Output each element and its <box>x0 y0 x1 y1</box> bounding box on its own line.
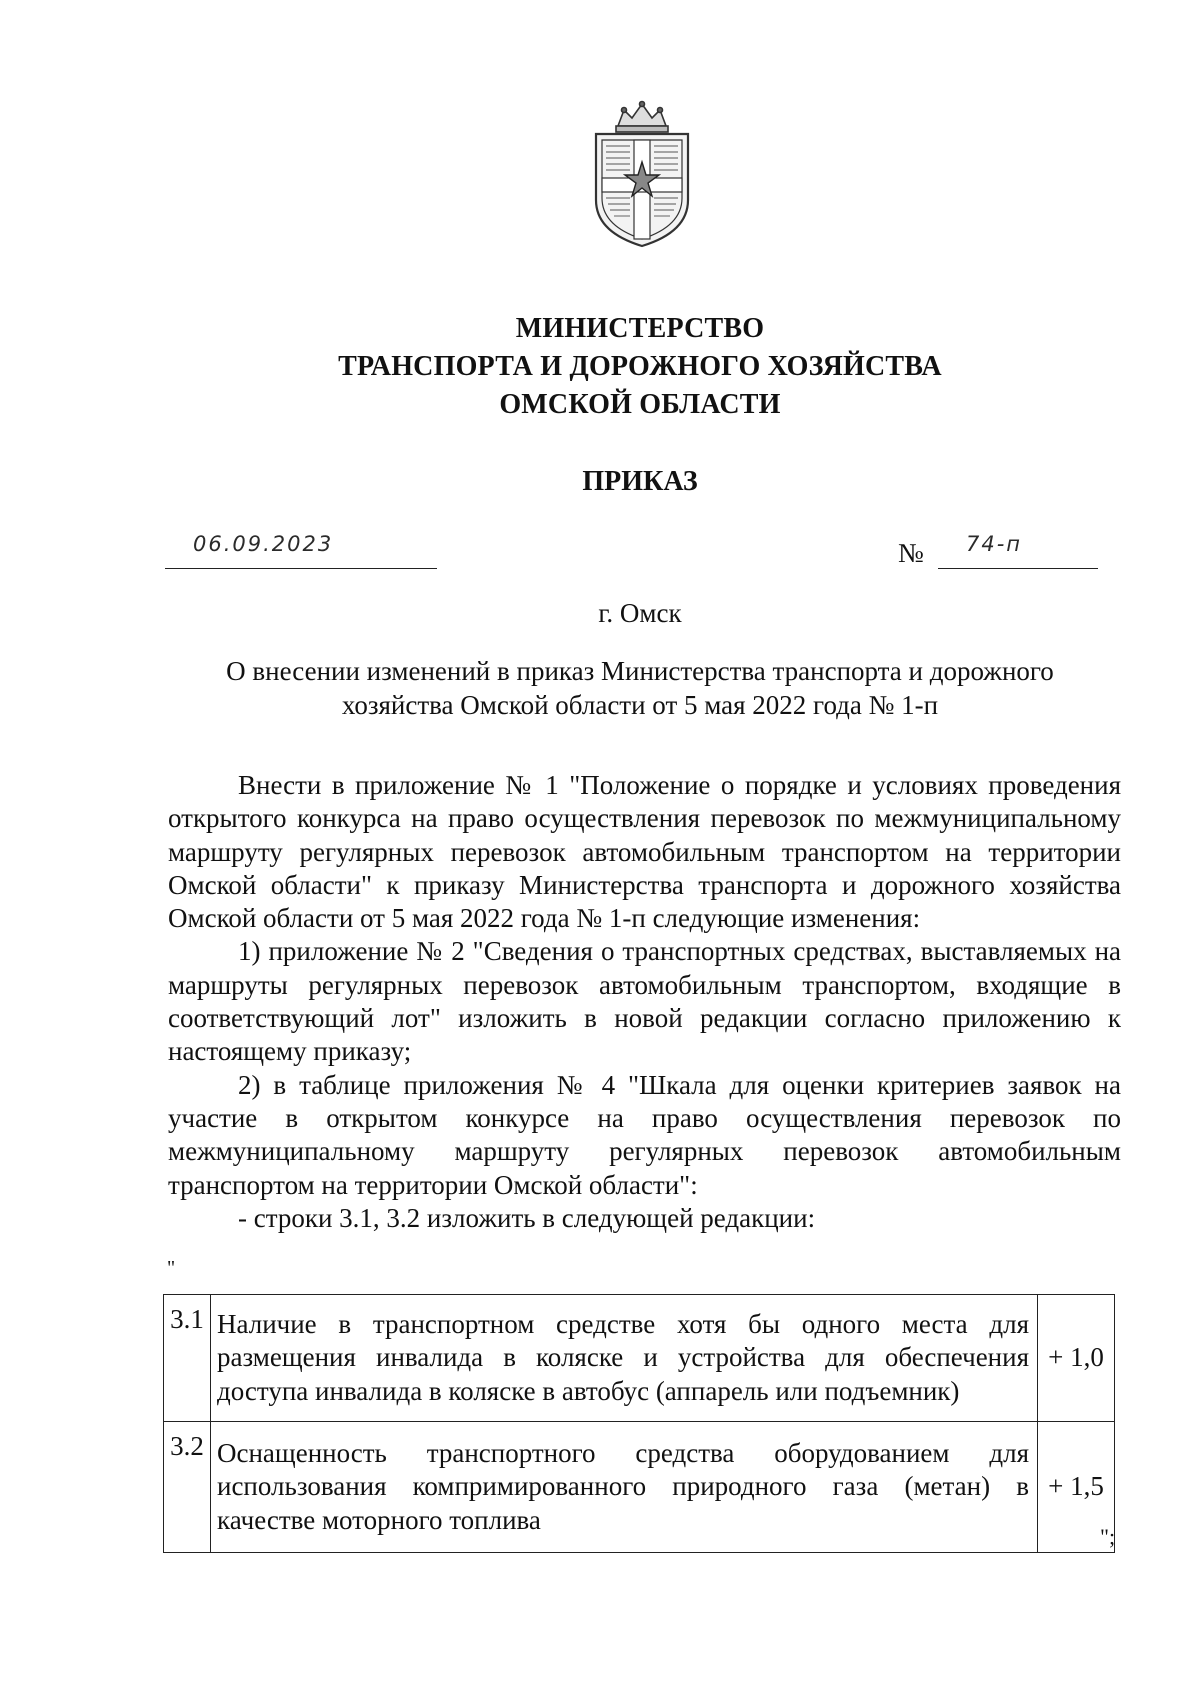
table-row <box>164 1422 1115 1553</box>
opening-quote: " <box>167 1257 176 1279</box>
ministry-header-line-3: ОМСКОЙ ОБЛАСТИ <box>499 389 781 420</box>
ministry-header-line-1: МИНИСТЕРСТВО <box>515 313 765 344</box>
body-paragraph-1: Внести в приложение № 1 "Положение о порядке и условиях проведения открытого конкурса на право осуществления перевозок по межмуниципальному маршруту регулярных перевозок автомобильным транспортом на территории Омской области" к приказу Министерства транспорта и дорожного хозяйства Омской области от 5 мая 2022 года № 1-п следующие изменения: <box>168 770 1121 934</box>
body-paragraph-4: - строки 3.1, 3.2 изложить в следующей редакции: <box>238 1202 816 1233</box>
body-paragraph-2: 1) приложение № 2 "Сведения о транспортных средствах, выставляемых на маршруты регулярных перевозок автомобильным транспортом, входящие в соответствующий лот" изложить в новой редакции согласно приложению к настоящему приказу; <box>168 936 1121 1067</box>
row-number: 3.2 <box>164 1422 211 1553</box>
ministry-header-line-2: ТРАНСПОРТА И ДОРОЖНОГО ХОЗЯЙСТВА <box>338 351 942 382</box>
order-subject-line-2: хозяйства Омской области от 5 мая 2022 года № 1-п <box>341 690 939 720</box>
criteria-table <box>163 1294 1115 1553</box>
table-row <box>164 1295 1115 1422</box>
row-score: + 1,0 <box>1038 1295 1115 1422</box>
order-subject <box>160 654 1120 722</box>
row-criterion: Наличие в транспортном средстве хотя бы одного места для размещения инвалида в коляске и устройства для обеспечения доступа инвалида в коляске в автобус (аппарель или подъемник) <box>211 1295 1038 1422</box>
row-score: + 1,5 <box>1038 1422 1115 1553</box>
city: г. Омск <box>598 598 682 628</box>
order-title: ПРИКАЗ <box>582 466 698 497</box>
order-subject-line-1: О внесении изменений в приказ Министерства транспорта и дорожного <box>226 656 1054 686</box>
body-paragraph-3: 2) в таблице приложения № 4 "Шкала для оценки критериев заявок на участие в открытом конкурсе на право осуществления перевозок по межмуниципальному маршруту регулярных перевозок автомобильным транспортом на территории Омской области": <box>168 1069 1121 1200</box>
closing-quote: "; <box>1100 1524 1116 1549</box>
order-date: 06.09.2023 <box>193 532 334 556</box>
row-criterion: Оснащенность транспортного средства оборудованием для использования компримированного природного газа (метан) в качестве моторного топлива <box>211 1422 1038 1553</box>
order-body <box>168 769 1121 1235</box>
number-underline <box>938 532 1098 569</box>
date-field <box>165 532 437 569</box>
number-sign: № <box>898 538 924 568</box>
ministry-header <box>160 310 1120 424</box>
order-number: 74-п <box>966 532 1023 556</box>
order-number-field <box>898 532 1098 570</box>
row-number: 3.1 <box>164 1295 211 1422</box>
coat-of-arms-icon <box>580 100 704 250</box>
